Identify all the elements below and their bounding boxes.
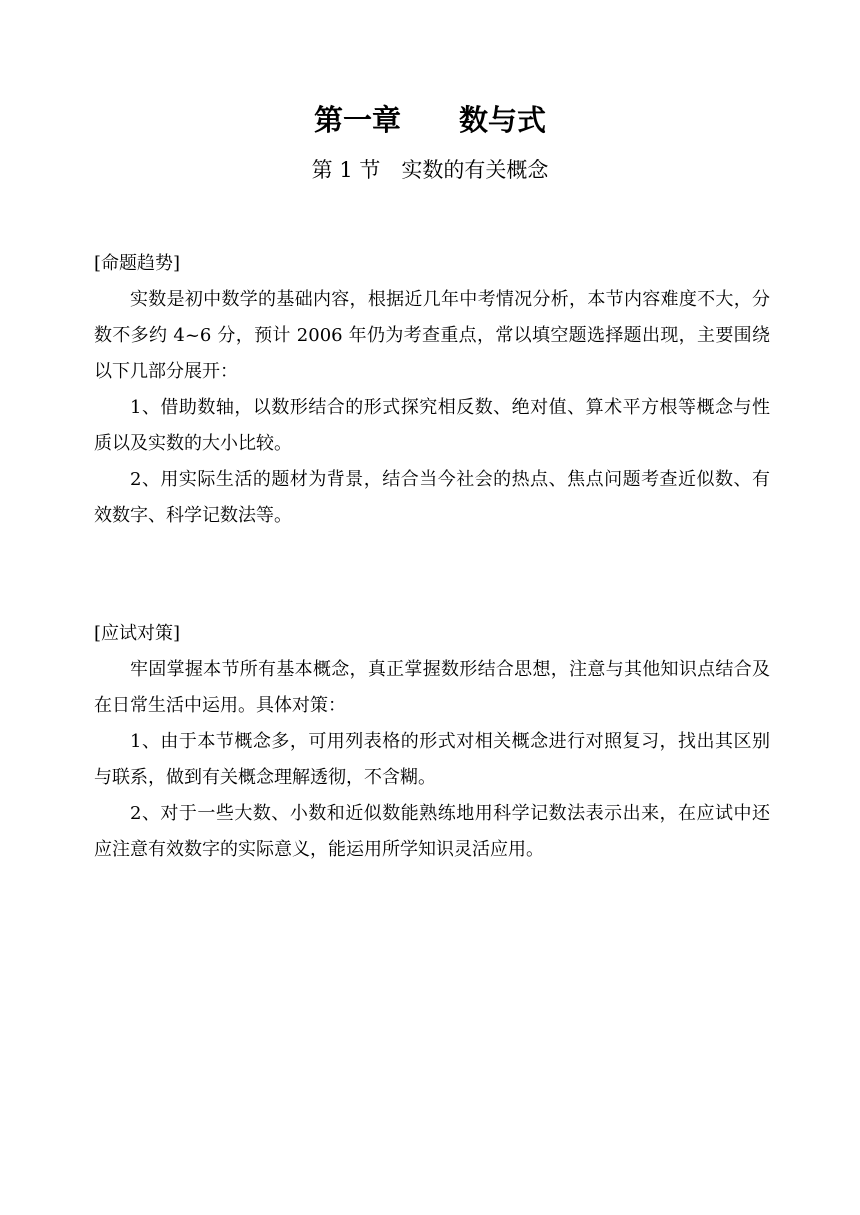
trend-paragraph-point-2: 2、用实际生活的题材为背景，结合当今社会的热点、焦点问题考查近似数、有效数字、科学记数法等。 [94,469,770,526]
trend-heading: [命题趋势] [94,253,181,274]
strategy-section [94,616,770,868]
strategy-paragraph-intro: 牢固掌握本节所有基本概念，真正掌握数形结合思想，注意与其他知识点结合及在日常生活中运用。具体对策： [94,659,770,716]
trend-paragraph-point-1: 1、借助数轴，以数形结合的形式探究相反数、绝对值、算术平方根等概念与性质以及实数的大小比较。 [94,397,770,454]
trend-paragraph-intro: 实数是初中数学的基础内容，根据近几年中考情况分析，本节内容难度不大，分数不多约 4~6 分，预计 2006 年仍为考查重点，常以填空题选择题出现，主要围绕以下几部分展开： [94,289,770,382]
strategy-heading: [应试对策] [94,623,181,644]
strategy-paragraph-point-1: 1、由于本节概念多，可用列表格的形式对相关概念进行对照复习，找出其区别与联系，做到有关概念理解透彻，不含糊。 [94,731,770,788]
trend-section [94,246,770,534]
strategy-paragraph-point-2: 2、对于一些大数、小数和近似数能熟练地用科学记数法表示出来，在应试中还应注意有效数字的实际意义，能运用所学知识灵活应用。 [94,803,770,860]
chapter-title: 第一章 数与式 [313,103,546,137]
section-title: 第 1 节 实数的有关概念 [311,158,549,182]
